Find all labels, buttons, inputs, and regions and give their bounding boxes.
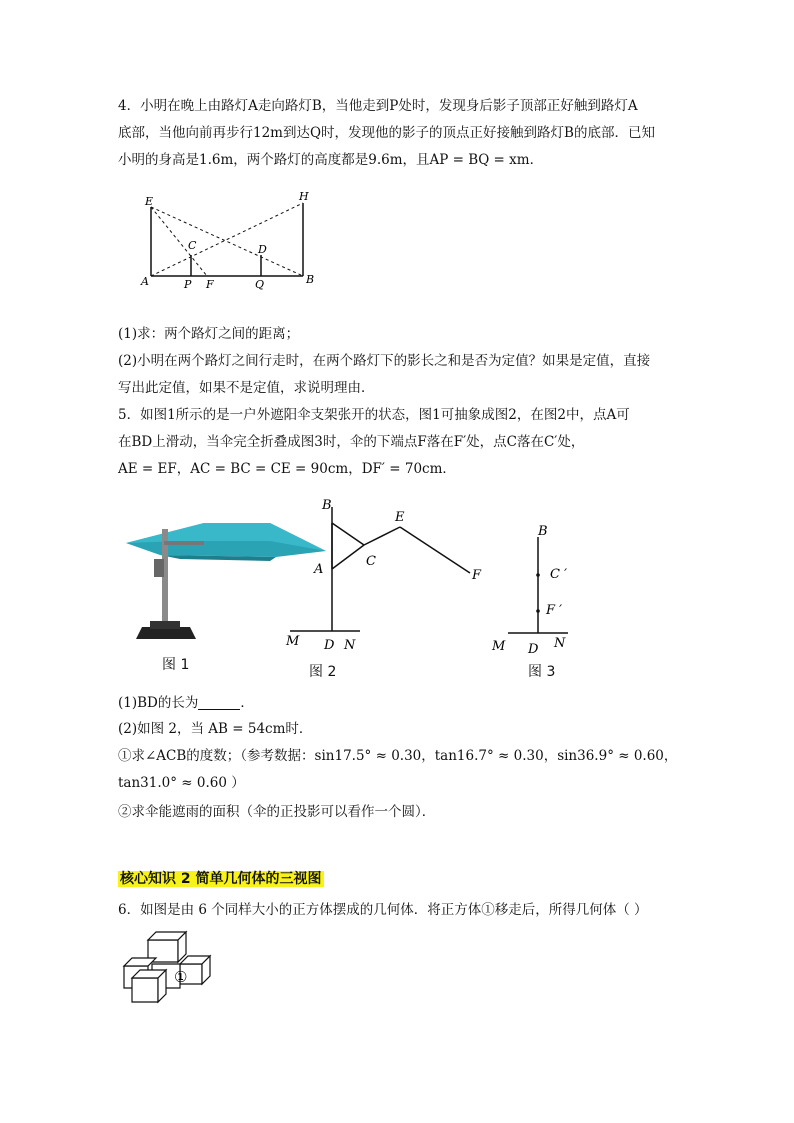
q4-label-C: C — [188, 239, 197, 252]
q5-line3: AE = EF，AC = BC = CE = 90cm，DF′ = 70cm． — [118, 461, 456, 477]
q5-fig3-label-N: N — [554, 636, 566, 651]
q5-fig2-label-D: D — [324, 638, 335, 653]
q6-cubes-figure — [118, 928, 218, 1008]
q5-fig3-label-M: M — [492, 639, 506, 654]
q5-fig2-label-C: C — [366, 554, 376, 569]
q5-fig2-diagram — [280, 495, 490, 660]
q5-fig3-label-F: F ′ — [546, 603, 563, 618]
q5-fig3-diagram — [488, 515, 588, 660]
q4-sub2a: (2)小明在两个路灯之间行走时，在两个路灯下的影长之和是否为定值？如果是定值，直接 — [118, 353, 651, 369]
q4-label-E: E — [145, 195, 154, 208]
q4-label-Q: Q — [255, 278, 265, 291]
q5-fig2-label-A: A — [314, 562, 324, 577]
q5-fig3-caption: 图 3 — [528, 664, 556, 680]
q5-fig2-caption: 图 2 — [309, 664, 337, 680]
q5-sub1-end: ． — [240, 695, 254, 711]
q5-fig2-label-E: E — [395, 510, 405, 525]
q4-label-P: P — [184, 278, 192, 291]
section-title: 核心知识 2 简单几何体的三视图 — [120, 871, 322, 887]
q6-cube-mark: ① — [174, 968, 188, 986]
q4-label-D: D — [258, 243, 267, 256]
q4-label-B: B — [306, 273, 315, 286]
q5-line2: 在BD上滑动，当伞完全折叠成图3时，伞的下端点F落在F′处，点C落在C′处， — [118, 434, 585, 450]
q5-sub2: (2)如图 2，当 AB = 54cm时． — [118, 721, 313, 737]
q4-line2: 底部，当他向前再步行12m到达Q时，发现他的影子的顶点正好接触到路灯B的底部．已知 — [118, 125, 655, 141]
q5-fig3-label-C: C ′ — [550, 567, 568, 582]
q4-sub1: (1)求：两个路灯之间的距离； — [118, 326, 300, 342]
q4-label-H: H — [299, 190, 309, 203]
q5-fig2-label-M: M — [286, 634, 300, 649]
q5-line1: 5．如图1所示的是一户外遮阳伞支架张开的状态，图1可抽象成图2，在图2中，点A可 — [118, 407, 630, 423]
section-heading — [118, 869, 324, 889]
q5-fig3-label-D: D — [528, 642, 539, 657]
q4-line1: 4．小明在晚上由路灯A走向路灯B，当他走到P处时，发现身后影子顶部正好触到路灯A — [118, 98, 638, 114]
q5-fig2-label-F: F — [472, 568, 482, 583]
q5-fig2-label-B: B — [322, 498, 332, 513]
q4-street-lamp-figure — [135, 185, 335, 295]
q5-sub2-1b: tan31.0° ≈ 0.60 ） — [118, 775, 245, 791]
q5-sub2-1a: ①求∠ACB的度数；（参考数据：sin17.5° ≈ 0.30，tan16.7° ≈ 0.30，sin36.9° ≈ 0.60， — [118, 748, 678, 764]
q4-label-F: F — [206, 278, 214, 291]
q5-fig2-label-N: N — [344, 638, 356, 653]
q4-sub2b: 写出此定值，如果不是定值，求说明理由． — [118, 380, 375, 396]
q5-sub1 — [118, 693, 254, 713]
q5-sub2-2: ②求伞能遮雨的面积（伞的正投影可以看作一个圆）． — [118, 804, 436, 820]
q4-label-A: A — [141, 275, 149, 288]
q4-line3: 小明的身高是1.6m，两个路灯的高度都是9.6m，且AP = BQ = xm． — [118, 152, 544, 168]
answer-blank — [198, 695, 240, 710]
q5-sub1-text: (1)BD的长为 — [118, 695, 199, 711]
q6-line1: 6．如图是由 6 个同样大小的正方体摆成的几何体．将正方体①移走后，所得几何体（ ） — [118, 902, 648, 918]
q5-fig1-caption: 图 1 — [162, 657, 190, 673]
q5-fig3-label-B: B — [538, 524, 548, 539]
